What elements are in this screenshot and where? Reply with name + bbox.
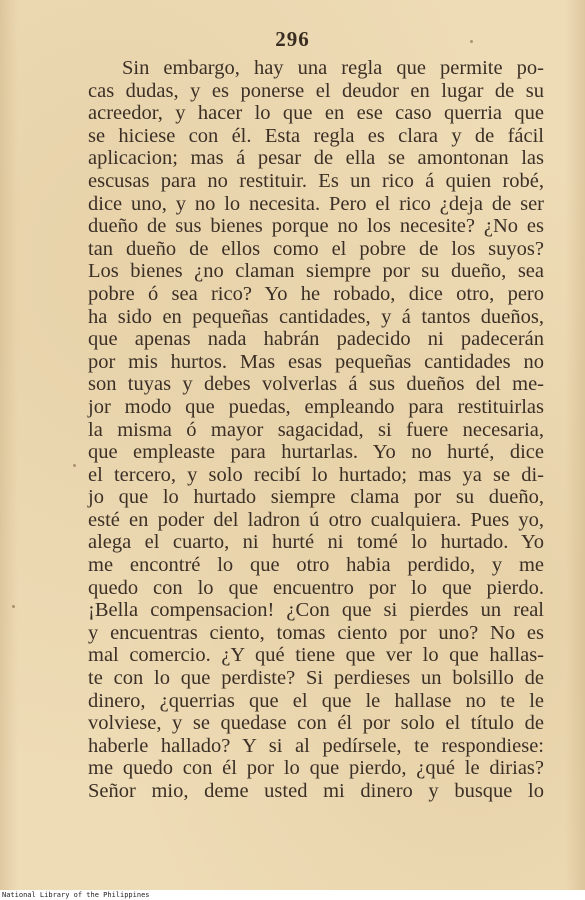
text-line: dueño de sus bienes porque no los necesite? ¿No es [88, 215, 544, 238]
text-line: aplicacion; mas á pesar de ella se amontonan las [88, 147, 544, 170]
text-line: dinero, ¿querrias que el que le hallase no te le [88, 689, 544, 712]
text-line: Señor mio, deme usted mi dinero y busque lo [88, 780, 544, 802]
text-line: haberle hallado? Y si al pedírsele, te respondiese: [88, 734, 544, 757]
text-line: Los bienes ¿no claman siempre por su dueño, sea [88, 260, 544, 283]
text-line: alega el cuarto, ni hurté ni tomé lo hurtado. Yo [88, 531, 544, 554]
text-line: mal comercio. ¿Y qué tiene que ver lo que hallas- [88, 644, 544, 667]
text-line: volviese, y se quedase con él por solo el título de [88, 712, 544, 735]
body-text [88, 57, 544, 803]
text-line: son tuyas y debes volverlas á sus dueños del me- [88, 373, 544, 396]
text-line: por mis hurtos. Mas esas pequeñas cantidades no [88, 350, 544, 373]
text-line: ¡Bella compensacion! ¿Con que si pierdes un real [88, 599, 544, 622]
text-line: acreedor, y hacer lo que en ese caso querria que [88, 102, 544, 125]
page-number: 296 [275, 27, 310, 51]
text-line: esté en poder del ladron ú otro cualquiera. Pues yo, [88, 508, 544, 531]
text-line: escusas para no restituir. Es un rico á quien robé, [88, 169, 544, 192]
paper-speck [470, 40, 473, 43]
text-line: jo que lo hurtado siempre clama por su dueño, [88, 486, 544, 509]
text-line: tan dueño de ellos como el pobre de los suyos? [88, 237, 544, 260]
text-line: jor modo que puedas, empleando para restituirlas [88, 395, 544, 418]
text-line: y encuentras ciento, tomas ciento por uno? No es [88, 621, 544, 644]
text-line: el tercero, y solo recibí lo hurtado; mas ya se di- [88, 463, 544, 486]
library-credit: National Library of the Philippines [2, 891, 150, 899]
text-line: dice uno, y no lo necesita. Pero el rico ¿deja de ser [88, 192, 544, 215]
text-line: Sin embargo, hay una regla que permite po- [122, 57, 544, 79]
text-line: quedo con lo que encuentro por lo que pierdo. [88, 576, 544, 599]
paper-speck [12, 605, 15, 608]
text-line: que apenas nada habrán padecido ni padecerán [88, 328, 544, 351]
text-line: me quedo con él por lo que pierdo, ¿qué le dirias? [88, 757, 544, 780]
text-line: se hiciese con él. Esta regla es clara y de fácil [88, 124, 544, 147]
paper-speck [73, 464, 76, 467]
text-line: me encontré lo que otro habia perdido, y me [88, 554, 544, 577]
text-line: cas dudas, y es ponerse el deudor en lugar de su [88, 79, 544, 102]
text-line: que empleaste para hurtarlas. Yo no hurté, dice [88, 441, 544, 464]
text-line: te con lo que perdiste? Si perdieses un bolsillo de [88, 667, 544, 690]
text-line: ha sido en pequeñas cantidades, y á tantos dueños, [88, 305, 544, 328]
text-line: la misma ó mayor sagacidad, si fuere necesaria, [88, 418, 544, 441]
text-line: pobre ó sea rico? Yo he robado, dice otro, pero [88, 282, 544, 305]
